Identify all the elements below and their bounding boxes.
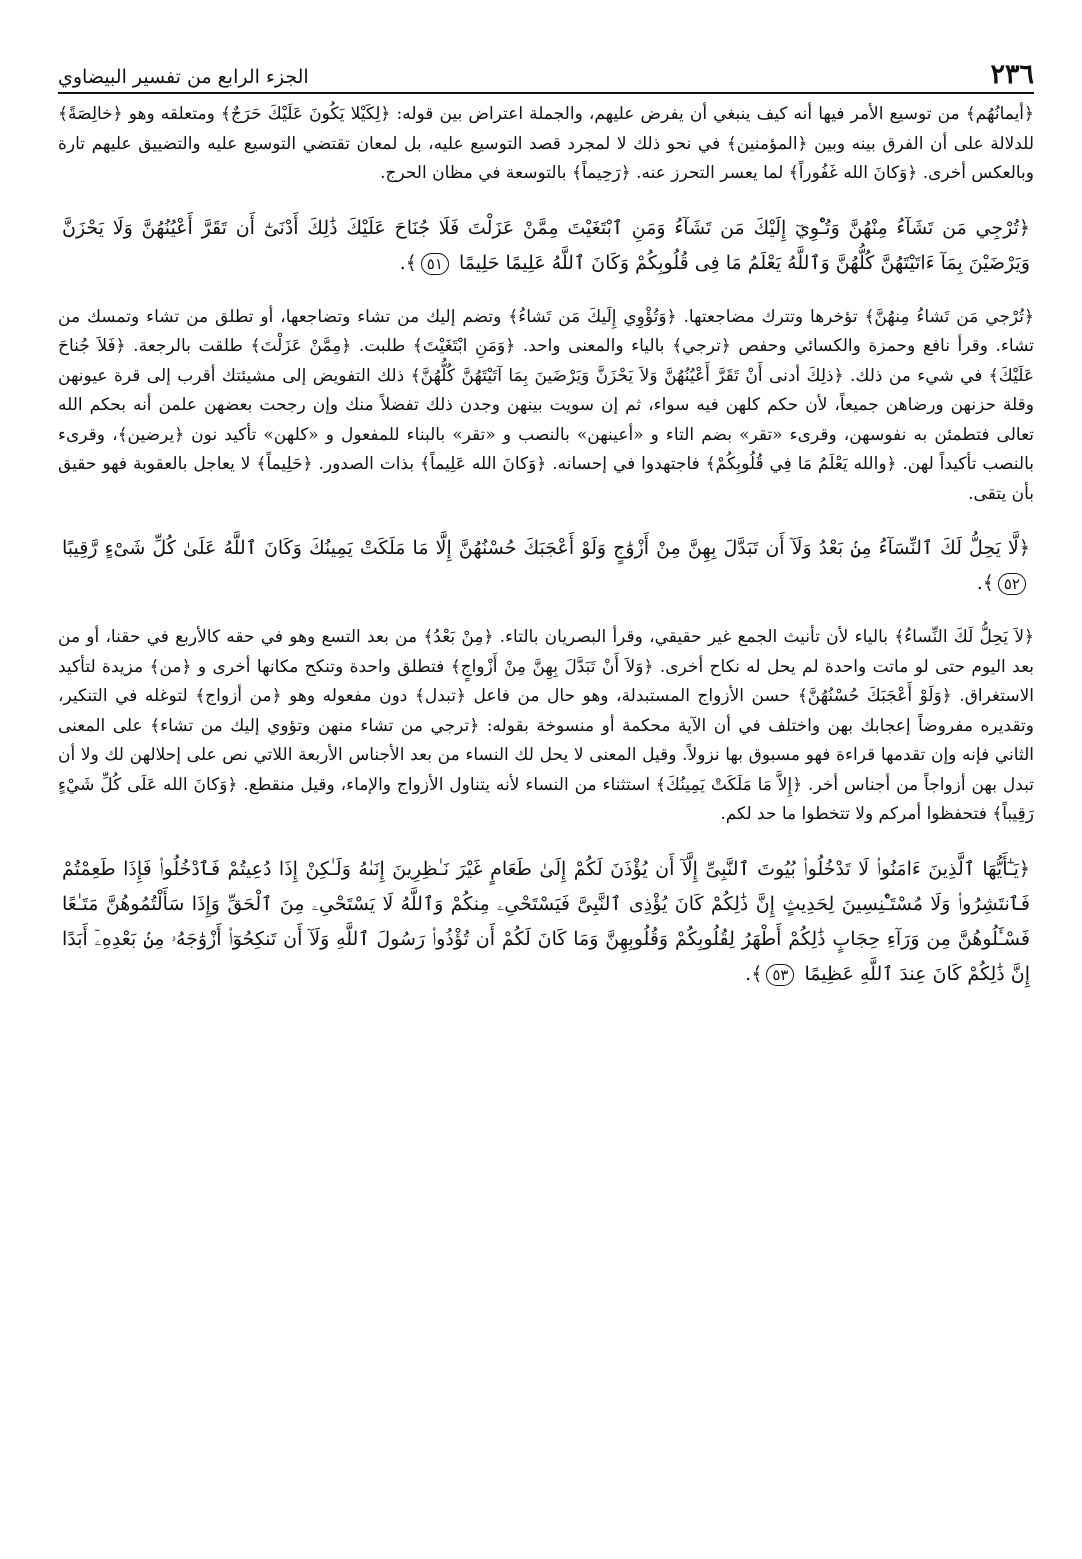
verse-number: ٥٣: [766, 964, 794, 986]
commentary-paragraph: ﴿لاَ يَحِلُّ لَكَ النِّساءُ﴾ بالياء لأن تأنيث الجمع غير حقيقي، وقرأ البصريان بالتاء. ﴿مِنْ بَعْدُ﴾ من بعد التسع وهو في حقه كالأربع في حقنا، أو من بعد اليوم حتى لو ماتت واحدة لم يحل له نكاح أخرى. ﴿وَلاَ أَنْ تَبَدَّلَ بِهِنَّ مِنْ أَزْواجٍ﴾ فتطلق واحدة وتنكح مكانها أخرى و ﴿من﴾ مزيدة لتأكيد الاستغراق. ﴿وَلَوْ أَعْجَبَكَ حُسْنُهُنَّ﴾ حسن الأزواج المستبدلة، وهو حال من فاعل ﴿تبدل﴾ دون مفعوله وهو ﴿من أزواج﴾ لتوغله في التنكير، وتقديره مفروضاً إعجابك بهن واختلف في أن الآية محكمة أو منسوخة بقوله: ﴿ترجي من تشاء منهن وتؤوي إليك من تشاء﴾ على المعنى الثاني فإنه وإن تقدمها قراءة فهو مسبوق بها نزولاً. وقيل المعنى لا يحل لك النساء من بعد الأجناس الأربعة اللاتي نص على إحلالهن لك ولا أن تبدل بهن أزواجاً من أجناس أخر. ﴿إِلاَّ مَا مَلَكَتْ يَمِينُكَ﴾ استثناء من النساء لأنه يتناول الأزواج والإماء، وقيل منقطع. ﴿وَكانَ الله عَلَى كُلِّ شَيْءٍ رَقِيباً﴾ فتحفظوا أمركم ولا تتخطوا ما حد لكم.: [58, 627, 1034, 824]
quran-verse: [58, 531, 1034, 601]
verse-number: ٥٢: [998, 573, 1026, 595]
running-head: الجزء الرابع من تفسير البيضاوي: [58, 66, 309, 88]
verse-text: ﴿تُرْجِي مَن تَشَآءُ مِنْهُنَّ وَتُـْٔوِيٓ إِلَيْكَ مَن تَشَآءُ وَمَنِ ٱبْتَغَيْتَ مِمَّنْ عَزَلْتَ فَلَا جُنَاحَ عَلَيْكَ ذَٰلِكَ أَدْنَىٰٓ أَن تَقَرَّ أَعْيُنُهُنَّ وَلَا يَحْزَنَّ وَيَرْضَيْنَ بِمَآ ءَاتَيْتَهُنَّ كُلُّهُنَّ وَٱللَّهُ يَعْلَمُ مَا فِى قُلُوبِكُمْ وَكَانَ ٱللَّهُ عَلِيمًا حَلِيمًا: [62, 216, 1030, 274]
quran-verse: [58, 211, 1034, 281]
verse-end-bracket: ﴾.: [745, 962, 763, 985]
page-number: ٢٣٦: [990, 59, 1034, 90]
book-page: [58, 52, 1034, 1532]
quran-verse: [58, 852, 1034, 992]
verse-text: ﴿يَـٰٓأَيُّهَا ٱلَّذِينَ ءَامَنُوا۟ لَا تَدْخُلُوا۟ بُيُوتَ ٱلنَّبِىِّ إِلَّآ أَن يُؤْذَنَ لَكُمْ إِلَىٰ طَعَامٍ غَيْرَ نَـٰظِرِينَ إِنَىٰهُ وَلَـٰكِنْ إِذَا دُعِيتُمْ فَٱدْخُلُوا۟ فَإِذَا طَعِمْتُمْ فَٱنتَشِرُوا۟ وَلَا مُسْتَـْٔنِسِينَ لِحَدِيثٍ إِنَّ ذَٰلِكُمْ كَانَ يُؤْذِى ٱلنَّبِىَّ فَيَسْتَحْىِۦ مِنكُمْ وَٱللَّهُ لَا يَسْتَحْىِۦ مِنَ ٱلْحَقِّ وَإِذَا سَأَلْتُمُوهُنَّ مَتَـٰعًا فَسْـَٔلُوهُنَّ مِن وَرَآءِ حِجَابٍ ذَٰلِكُمْ أَطْهَرُ لِقُلُوبِكُمْ وَقُلُوبِهِنَّ وَمَا كَانَ لَكُمْ أَن تُؤْذُوا۟ رَسُولَ ٱللَّهِ وَلَآ أَن تَنكِحُوٓا۟ أَزْوَٰجَهُۥ مِنۢ بَعْدِهِۦٓ أَبَدًا إِنَّ ذَٰلِكُمْ كَانَ عِندَ ٱللَّهِ عَظِيمًا: [62, 857, 1030, 985]
verse-text: ﴿لَّا يَحِلُّ لَكَ ٱلنِّسَآءُ مِنۢ بَعْدُ وَلَآ أَن تَبَدَّلَ بِهِنَّ مِنْ أَزْوَٰجٍ وَلَوْ أَعْجَبَكَ حُسْنُهُنَّ إِلَّا مَا مَلَكَتْ يَمِينُكَ وَكَانَ ٱللَّهُ عَلَىٰ كُلِّ شَىْءٍ رَّقِيبًا: [62, 537, 1030, 559]
verse-end-bracket: ﴾.: [399, 251, 417, 274]
verse-end-bracket: ﴾.: [976, 572, 994, 594]
commentary-paragraph: ﴿أيمانُهُم﴾ من توسيع الأمر فيها أنه كيف ينبغي أن يفرض عليهم، والجملة اعتراض بين قوله: ﴿لِكَيْلا يَكُونَ عَلَيْكَ حَرَجٌ﴾ ومتعلقه وهو ﴿خالِصَةً﴾ للدلالة على أن الفرق بينه وبين ﴿المؤمنين﴾ في نحو ذلك لا لمجرد قصد التوسيع عليه، بل لمعان تقتضي التوسيع عليه والتضييق عليهم تارة وبالعكس أخرى. ﴿وَكانَ الله غَفُوراً﴾ لما يعسر التحرز عنه. ﴿رَحِيماً﴾ بالتوسعة في مظان الحرج.: [58, 104, 1034, 183]
verse-number: ٥١: [421, 253, 449, 275]
commentary-paragraph: ﴿تُرْجي مَن تَشاءُ مِنهُنَّ﴾ تؤخرها وتترك مضاجعتها. ﴿وَتُؤْوِي إِلَيكَ مَن تَشاءُ﴾ وتضم إليك من تشاء وتضاجعها، أو تطلق من تشاء وتمسك من تشاء. وقرأ نافع وحمزة والكسائي وحفص ﴿ترجي﴾ بالياء والمعنى واحد. ﴿وَمَنِ ابْتَغَيْتَ﴾ طلبت. ﴿مِمَّنْ عَزَلْتَ﴾ طلقت بالرجعة. ﴿فَلاَ جُناحَ عَلَيْكَ﴾ في شيء من ذلك. ﴿ذلِكَ أدنى أَنْ تَقَرَّ أَعْيُنُهُنَّ وَلاَ يَحْزَنَّ وَيَرْضَينَ بِمَا آتَيْتَهُنَّ كُلُّهُنَّ﴾ ذلك التفويض إلى مشيئتك أقرب إلى قرة عيونهن وقلة حزنهن ورضاهن جميعاً، لأن حكم كلهن فيه سواء، ثم إن سويت بينهن وجدن ذلك تفضلاً منك وإن رجحت بعضهن علمن أنه بحكم الله تعالى فتطمئن به نفوسهن، وقرىء «تقر» بضم التاء و «أعينهن» بالنصب و «تقر» بالبناء للمفعول و «كلهن» تأكيد نون ﴿يرضين﴾، وقرىء بالنصب تأكيداً لهن. ﴿والله يَعْلَمُ مَا فِي قُلُوبِكُمْ﴾ فاجتهدوا في إحسانه. ﴿وَكانَ الله عَلِيماً﴾ بذات الصدور. ﴿حَلِيماً﴾ لا يعاجل بالعقوبة فهو حقيق بأن يتقى.: [58, 306, 1034, 504]
page-header: [58, 52, 1034, 94]
